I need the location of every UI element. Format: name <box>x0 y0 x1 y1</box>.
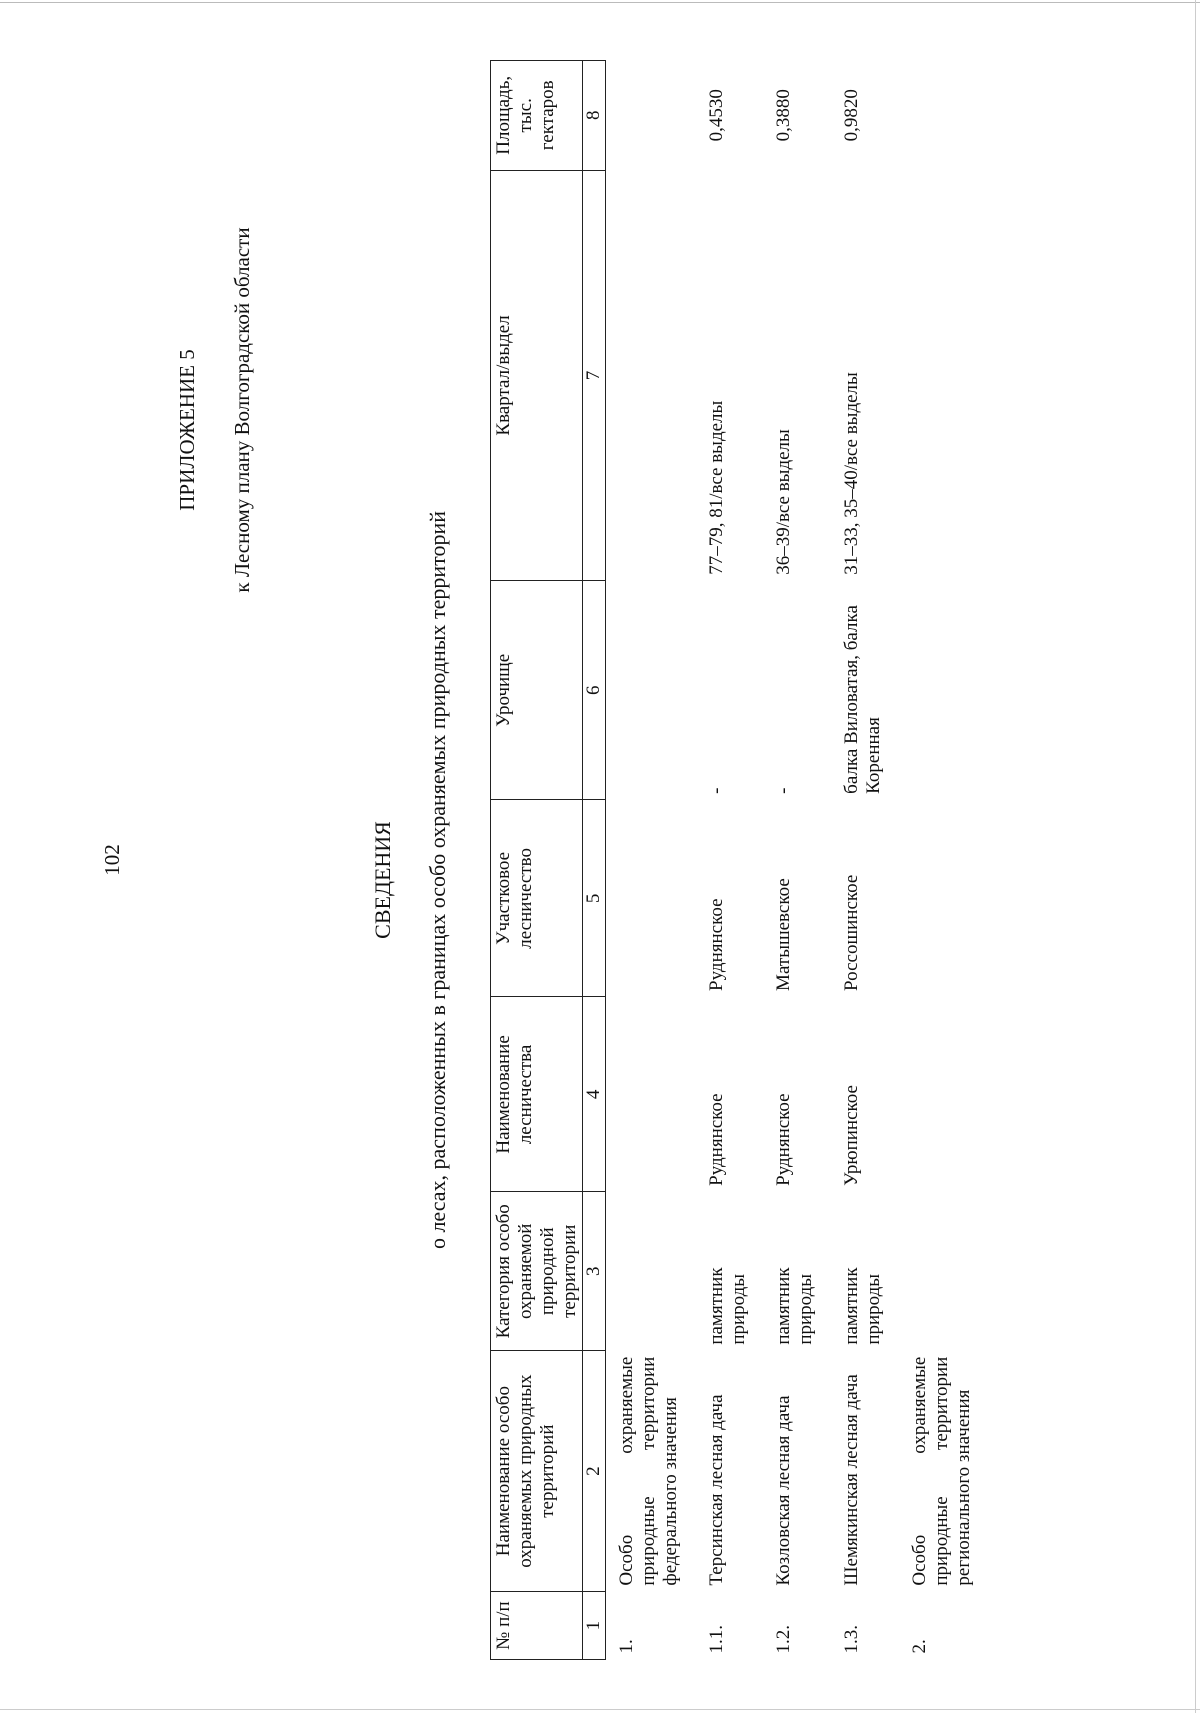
scan-edge-right <box>1195 0 1196 1713</box>
cell-number: 1.3. <box>841 1625 863 1654</box>
document-title: СВЕДЕНИЯ <box>370 821 395 939</box>
cell-quarter: 31–33, 35–40/все выделы <box>841 372 863 575</box>
cell-category: памятник природы <box>841 1267 884 1345</box>
column-number: 1 <box>583 1592 606 1660</box>
cell-forestry: Урюпинское <box>841 1085 863 1186</box>
cell-name: Шемякинская лесная дача <box>841 1374 863 1586</box>
header-cell: Наименование лесничества <box>491 997 583 1192</box>
column-number-row <box>583 61 606 1660</box>
cell-forestry: Руднянское <box>705 1093 727 1186</box>
cell-district <box>606 800 696 997</box>
cell-tract <box>606 581 696 800</box>
cell-quarter: 36–39/все выделы <box>773 429 795 575</box>
cell-name: Козловская лесная дача <box>773 1395 795 1586</box>
header-cell: № п/п <box>491 1592 583 1660</box>
cell-district <box>899 800 989 997</box>
cell-name: Особо охраняемые природные территории регионального значения <box>908 1356 974 1586</box>
table-row <box>763 61 831 1660</box>
header-cell: Участковое лесничество <box>491 800 583 997</box>
cell-category <box>899 1192 989 1351</box>
cell-quarter <box>899 170 989 581</box>
column-number: 2 <box>583 1351 606 1592</box>
column-number: 3 <box>583 1192 606 1351</box>
cell-forestry: Руднянское <box>773 1093 795 1186</box>
cell-tract <box>899 581 989 800</box>
cell-tract: балка Виловатая, балка Коренная <box>841 605 884 794</box>
column-number: 8 <box>583 61 606 171</box>
cell-number: 2. <box>908 1639 930 1654</box>
cell-quarter: 77–79, 81/все выделы <box>705 400 727 575</box>
document-subtitle: о лесах, расположенных в границах особо охраняемых природных территорий <box>425 510 450 1250</box>
scan-edge-bottom <box>0 1709 1200 1710</box>
appendix-subtitle: к Лесному плану Волгоградской области <box>230 227 254 593</box>
cell-district: Матышевское <box>773 878 795 991</box>
cell-area <box>606 61 696 171</box>
header-cell: Урочище <box>491 581 583 800</box>
cell-tract: - <box>705 787 727 794</box>
cell-area: 0,3880 <box>773 89 795 142</box>
cell-forestry <box>899 997 989 1192</box>
cell-name: Особо охраняемые природные территории федерального значения <box>616 1356 681 1586</box>
cell-category: памятник природы <box>773 1267 817 1345</box>
table-row <box>606 61 696 1660</box>
column-number: 5 <box>583 800 606 997</box>
column-number: 7 <box>583 170 606 581</box>
cell-tract: - <box>773 787 795 794</box>
scan-edge-top <box>0 2 1200 3</box>
cell-number: 1. <box>616 1639 638 1654</box>
cell-category: памятник природы <box>705 1267 749 1345</box>
header-cell: Площадь, тыс. гектаров <box>491 61 583 171</box>
table-row <box>831 61 899 1660</box>
appendix-title: ПРИЛОЖЕНИЕ 5 <box>175 349 199 511</box>
cell-forestry <box>606 997 696 1192</box>
cell-number: 1.2. <box>773 1625 795 1654</box>
table-header-row <box>491 61 583 1660</box>
header-cell: Квартал/выдел <box>491 170 583 581</box>
column-number: 6 <box>583 581 606 800</box>
cell-category <box>606 1192 696 1351</box>
protected-territories-table <box>490 60 988 1660</box>
table-row <box>696 61 764 1660</box>
cell-quarter <box>606 170 696 581</box>
cell-area <box>899 61 989 171</box>
column-number: 4 <box>583 997 606 1192</box>
table-row <box>899 61 989 1660</box>
header-cell: Категория особо охраняемой природной территории <box>491 1192 583 1351</box>
cell-name: Терсинская лесная дача <box>705 1394 727 1586</box>
cell-district: Руднянское <box>705 898 727 991</box>
rotated-page <box>100 60 1160 1660</box>
cell-number: 1.1. <box>705 1625 727 1654</box>
page-number: 102 <box>100 844 124 876</box>
cell-area: 0,4530 <box>705 89 727 142</box>
cell-area: 0,9820 <box>841 89 863 142</box>
cell-district: Россошинское <box>841 874 863 991</box>
header-cell: Наименование особо охраняемых природных территорий <box>491 1351 583 1592</box>
